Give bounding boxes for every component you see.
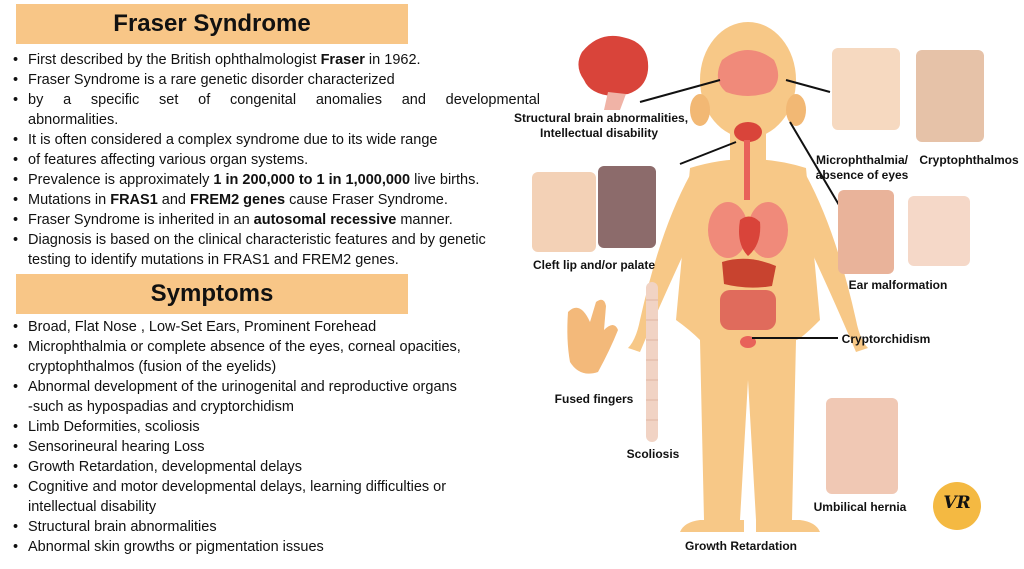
text-segment: Limb Deformities, scoliosis	[28, 419, 200, 435]
logo-text: VR	[943, 493, 971, 513]
text-segment: testing to identify mutations in FRAS1 and FREM2 genes.	[28, 252, 399, 268]
label-growth: Growth Retardation	[684, 539, 797, 553]
baby-face-photo	[832, 48, 900, 130]
text-segment: cause Fraser Syndrome.	[285, 192, 448, 208]
text-segment: and	[157, 192, 191, 208]
text-segment: live births.	[410, 172, 480, 188]
text-segment: Cognitive and motor developmental delays, learning difficulties or	[28, 479, 447, 495]
symptoms-heading: Symptoms	[16, 274, 408, 314]
bold-text: 1 in 200,000 to 1 in 1,000,000	[213, 172, 411, 188]
text-segment: Abnormal development of the urinogenital and reproductive organs	[28, 379, 457, 395]
text-segment: Sensorineural hearing Loss	[28, 439, 205, 455]
cleft-lip-child-photo	[532, 172, 596, 252]
bold-text: autosomal recessive	[253, 212, 397, 228]
text-segment: Broad, Flat Nose , Low-Set Ears, Prominent Forehead	[28, 319, 377, 335]
label-cleft: Cleft lip and/or palate	[532, 258, 655, 272]
umbilical-hernia-photo	[826, 398, 898, 494]
text-segment: Mutations in	[28, 192, 111, 208]
text-segment: Prevalence is approximately	[28, 172, 214, 188]
bold-text: FRAS1	[110, 192, 158, 208]
label-brain: Structural brain abnormalities, Intellectual disability	[514, 111, 689, 140]
infant-head-photo	[908, 196, 970, 266]
ear-photo	[838, 190, 894, 274]
text-segment: Fraser Syndrome is inherited in an	[28, 212, 254, 228]
text-segment: Abnormal skin growths or pigmentation issues	[28, 539, 324, 555]
text-segment: -such as hypospadias and cryptorchidism	[28, 399, 294, 415]
label-cryptorchidism: Cryptorchidism	[841, 332, 931, 346]
label-scoliosis: Scoliosis	[626, 447, 680, 461]
text-segment: First described by the British ophthalmologist	[28, 52, 321, 68]
spine-drawing	[646, 282, 658, 442]
brain-head-icon	[578, 36, 648, 110]
text-segment: Fraser Syndrome is a rare genetic disorder characterized	[28, 72, 395, 88]
bold-text: FREM2 genes	[190, 192, 286, 208]
text-segment: manner.	[396, 212, 453, 228]
label-ear: Ear malformation	[848, 278, 948, 292]
label-fingers: Fused fingers	[554, 392, 634, 406]
text-segment: Structural brain abnormalities	[28, 519, 217, 535]
fused-fingers-hand	[567, 300, 618, 374]
text-segment: of features affecting various organ systems.	[28, 152, 309, 168]
cryptophthalmos-photo	[916, 50, 984, 142]
text-segment: Growth Retardation, developmental delays	[28, 459, 303, 475]
cleft-palate-photo	[598, 166, 656, 248]
bold-text: Fraser	[320, 52, 365, 68]
page-title: Fraser Syndrome	[16, 4, 408, 44]
text-segment: It is often considered a complex syndrome due to its wide range	[28, 132, 438, 148]
text-segment: intellectual disability	[28, 499, 157, 515]
label-microphthalmia: Microphthalmia/ absence of eyes	[815, 153, 909, 182]
text-segment: abnormalities.	[28, 112, 119, 128]
brain-organ	[718, 50, 778, 96]
text-segment: in 1962.	[364, 52, 421, 68]
label-cryptophthalmos: Cryptophthalmos	[919, 153, 1019, 167]
text-segment: Microphthalmia or complete absence of the eyes, corneal opacities,	[28, 339, 461, 355]
text-segment: cryptophthalmos (fusion of the eyelids)	[28, 359, 277, 375]
text-segment: Diagnosis is based on the clinical characteristic features and by genetic	[28, 232, 486, 248]
label-hernia: Umbilical hernia	[813, 500, 907, 514]
text-segment: by a specific set of congenital anomalies and developmental	[28, 92, 540, 108]
